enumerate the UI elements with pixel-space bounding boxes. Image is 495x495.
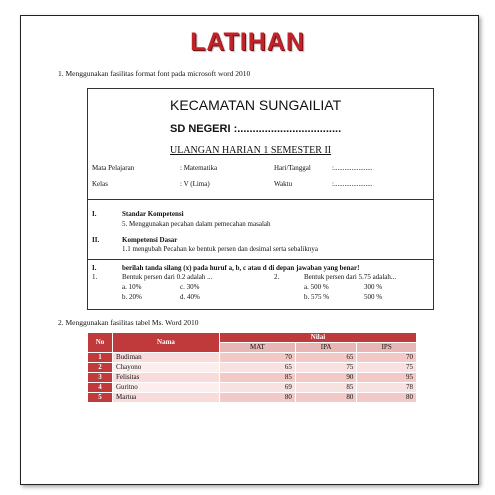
sk-text: 5. Menggunakan pecahan dalam pemecahan masalah [122, 220, 271, 228]
waktu-value: :...................... [332, 180, 373, 188]
mapel-label: Mata Pelajaran [92, 164, 135, 172]
instruction-text: berilah tanda silang (x) pada huruf a, b, c atau d di depan jawaban yang benar! [122, 264, 360, 272]
score-ipa: 65 [295, 353, 356, 363]
kecamatan-heading: KECAMATAN SUNGAILIAT [170, 97, 342, 113]
instruction-2: 2. Menggunakan fasilitas tabel Ms. Word 2010 [58, 318, 199, 327]
kd-number: II. [92, 236, 100, 244]
score-mat: 65 [220, 363, 296, 373]
hari-label: Hari/Tanggal [274, 164, 311, 172]
hari-value: :...................... [332, 164, 373, 172]
divider [88, 259, 433, 260]
q2-option-d: 500 % [364, 293, 383, 301]
kd-text: 1.1 mengubah Pecahan ke bentuk persen dan desimal serta sebaliknya [122, 245, 318, 253]
table-row [88, 383, 417, 393]
kd-title: Kompetensi Dasar [122, 236, 178, 244]
exam-header-box [87, 88, 434, 310]
q2-option-c: 300 % [364, 283, 383, 291]
row-number: 1 [88, 353, 113, 363]
score-mat: 80 [220, 393, 296, 403]
score-ips: 75 [357, 363, 417, 373]
q1-option-c: c. 30% [180, 283, 200, 291]
row-number: 5 [88, 393, 113, 403]
q2-option-b: b. 575 % [304, 293, 330, 301]
header-ips: IPS [357, 343, 417, 353]
header-ipa: IPA [295, 343, 356, 353]
score-ipa: 75 [295, 363, 356, 373]
student-name: Felisitas [113, 373, 220, 383]
score-ips: 78 [357, 383, 417, 393]
header-nilai: Nilai [220, 333, 417, 343]
table-row [88, 373, 417, 383]
header-mat: MAT [220, 343, 296, 353]
score-ips: 80 [357, 393, 417, 403]
header-nama: Nama [113, 333, 220, 353]
student-name: Chayono [113, 363, 220, 373]
kelas-value: : V (Lima) [180, 180, 210, 188]
q2-option-a: a. 500 % [304, 283, 329, 291]
row-number: 2 [88, 363, 113, 373]
header-no: No [88, 333, 113, 353]
kelas-label: Kelas [92, 180, 108, 188]
ulangan-heading: ULANGAN HARIAN 1 SEMESTER II [170, 145, 332, 156]
table-row [88, 353, 417, 363]
row-number: 3 [88, 373, 113, 383]
score-ipa: 90 [295, 373, 356, 383]
score-ipa: 85 [295, 383, 356, 393]
q1-text: Bentuk persen dari 0.2 adalah ... [122, 273, 213, 281]
row-number: 4 [88, 383, 113, 393]
divider [88, 199, 433, 200]
instruction-number: I. [92, 264, 97, 272]
instruction-1: 1. Menggunakan fasilitas format font pada microsoft word 2010 [58, 69, 251, 78]
student-name: Martua [113, 393, 220, 403]
q1-option-d: d. 40% [180, 293, 200, 301]
score-mat: 70 [220, 353, 296, 363]
page-title: LATIHAN [190, 28, 305, 56]
table-row [88, 363, 417, 373]
score-mat: 69 [220, 383, 296, 393]
score-mat: 85 [220, 373, 296, 383]
score-ipa: 80 [295, 393, 356, 403]
grades-table [87, 332, 417, 403]
q2-number: 2. [274, 273, 280, 281]
student-name: Budiman [113, 353, 220, 363]
q1-option-b: b. 20% [122, 293, 142, 301]
q1-option-a: a. 10% [122, 283, 142, 291]
sk-title: Standar Kompetensi [122, 210, 184, 218]
table-row [88, 393, 417, 403]
score-ips: 95 [357, 373, 417, 383]
q1-number: 1. [92, 273, 98, 281]
q2-text: Bentuk persen dari 5.75 adalah... [304, 273, 397, 281]
student-name: Guritno [113, 383, 220, 393]
sk-number: I. [92, 210, 97, 218]
waktu-label: Waktu [274, 180, 293, 188]
mapel-value: : Matematika [180, 164, 218, 172]
sd-negeri-heading: SD NEGERI :.................................. [170, 123, 342, 135]
score-ips: 70 [357, 353, 417, 363]
